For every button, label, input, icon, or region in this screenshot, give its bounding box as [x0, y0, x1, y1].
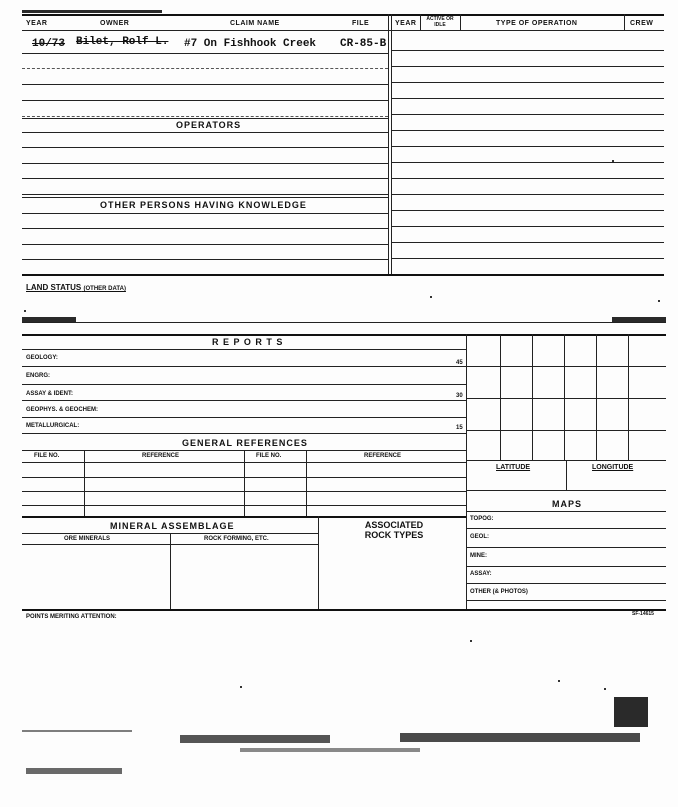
header-active-or-idle: ACTIVE OR IDLE	[426, 16, 454, 28]
operators-row-line	[22, 178, 388, 179]
mineral-col-divider	[170, 533, 171, 609]
grid-col	[628, 334, 629, 460]
scan-artifact-band	[180, 735, 330, 743]
owner-row-line	[22, 84, 388, 85]
history-row-line	[391, 82, 664, 83]
entry-claim: #7 On Fishhook Creek	[184, 38, 317, 50]
references-bottom-rule	[22, 516, 466, 518]
map-geol: GEOL:	[470, 534, 489, 540]
land-status-heading	[26, 283, 126, 292]
scan-artifact-top	[22, 10, 162, 13]
report-geophys: GEOPHYS. & GEOCHEM:	[26, 407, 99, 413]
grid-number-15: 15	[456, 425, 463, 431]
header-claim-name: CLAIM NAME	[230, 20, 280, 27]
scan-speck	[604, 688, 606, 690]
report-row-line	[22, 417, 466, 418]
scan-speck	[612, 160, 614, 162]
coords-bottom-rule	[466, 490, 666, 491]
scan-artifact-band	[22, 730, 132, 732]
other-persons-row-line	[22, 259, 388, 260]
operators-row-line	[22, 194, 388, 195]
grid-col	[564, 334, 565, 460]
history-row-line	[391, 162, 664, 163]
maps-row-line	[466, 528, 666, 529]
active-col-divider	[460, 14, 461, 30]
scan-artifact-band	[400, 733, 640, 742]
reports-heading-rule	[22, 349, 466, 350]
history-row-line	[391, 114, 664, 115]
history-row-line	[391, 130, 664, 131]
scan-speck	[24, 310, 26, 312]
history-row-line	[391, 194, 664, 195]
other-persons-heading: OTHER PERSONS HAVING KNOWLEDGE	[100, 200, 307, 210]
other-persons-rule	[22, 197, 388, 198]
scan-speck	[240, 686, 242, 688]
ref-col-divider	[244, 450, 245, 516]
history-row-line	[391, 66, 664, 67]
history-row-line	[391, 242, 664, 243]
scan-artifact-band	[26, 768, 122, 774]
other-persons-row-line	[22, 228, 388, 229]
operators-row-line	[22, 147, 388, 148]
operators-row-line	[22, 163, 388, 164]
history-row-line	[391, 226, 664, 227]
top-divider-2	[391, 14, 392, 276]
ref-reference-1: REFERENCE	[142, 453, 180, 459]
longitude-label: LONGITUDE	[592, 464, 634, 471]
ref-file-no-1: FILE NO.	[34, 453, 60, 459]
history-row-line	[391, 178, 664, 179]
land-status-bottom-rule	[22, 322, 666, 323]
history-row-line	[391, 258, 664, 259]
right-panel-divider	[466, 334, 467, 609]
ref-col-divider	[306, 450, 307, 516]
report-row-line	[22, 366, 466, 367]
ref-file-no-2: FILE NO.	[256, 453, 282, 459]
scan-artifact-square	[614, 697, 648, 727]
map-other: OTHER (& PHOTOS)	[470, 589, 528, 595]
operators-row-line	[22, 132, 388, 133]
header-year-2: YEAR	[395, 20, 417, 27]
maps-row-line	[466, 547, 666, 548]
header-crew: CREW	[630, 20, 654, 27]
report-metallurgical: METALLURGICAL:	[26, 423, 80, 429]
history-row-line	[391, 210, 664, 211]
top-divider	[388, 14, 389, 276]
owner-row-line	[22, 53, 388, 54]
rock-forming-label: ROCK FORMING, ETC.	[204, 536, 269, 542]
land-status-sublabel: (OTHER DATA)	[83, 286, 126, 292]
grid-row	[466, 366, 666, 367]
scan-speck	[430, 296, 432, 298]
maps-row-line	[466, 583, 666, 584]
report-row-line	[22, 384, 466, 385]
header-year: YEAR	[26, 20, 48, 27]
scan-speck	[558, 680, 560, 682]
general-references-heading: GENERAL REFERENCES	[182, 438, 308, 448]
rock-types-divider	[318, 516, 319, 609]
report-geology: GEOLOGY:	[26, 355, 58, 361]
ore-minerals-label: ORE MINERALS	[64, 536, 111, 542]
latitude-label: LATITUDE	[496, 464, 531, 471]
header-bottom-rule	[22, 30, 664, 31]
owner-row-line	[22, 100, 388, 101]
operators-heading: OPERATORS	[176, 120, 242, 130]
other-persons-row-line	[22, 244, 388, 245]
reports-heading: R E P O R T S	[212, 337, 284, 347]
mineral-assemblage-heading: MINERAL ASSEMBLAGE	[110, 521, 235, 531]
owner-row-dash	[22, 116, 388, 117]
maps-heading: MAPS	[552, 499, 583, 509]
header-file: FILE	[352, 20, 370, 27]
year-col-divider	[420, 14, 421, 30]
grid-col	[500, 334, 501, 460]
lat-long-divider	[566, 460, 567, 490]
owner-row-dash	[22, 68, 388, 69]
map-topog: TOPOG:	[470, 516, 494, 522]
report-row-line	[22, 433, 466, 434]
history-row-line	[391, 50, 664, 51]
maps-row-line	[466, 600, 666, 601]
header-type-of-operation: TYPE OF OPERATION	[496, 20, 578, 27]
report-engrg: ENGRG:	[26, 373, 50, 379]
entry-file: CR-85-B	[340, 38, 387, 50]
history-row-line	[391, 146, 664, 147]
grid-row	[466, 430, 666, 431]
report-row-line	[22, 400, 466, 401]
operators-rule	[22, 118, 388, 119]
ref-reference-2: REFERENCE	[364, 453, 402, 459]
maps-row-line	[466, 566, 666, 567]
reports-top-rule	[22, 334, 666, 336]
report-assay: ASSAY & IDENT:	[26, 391, 74, 397]
top-section-bottom-rule	[22, 274, 664, 276]
crew-col-divider	[624, 14, 625, 30]
other-persons-row-line	[22, 213, 388, 214]
grid-row	[466, 398, 666, 399]
form-bottom-rule	[22, 609, 666, 611]
grid-col	[532, 334, 533, 460]
associated-rock-types-heading: ASSOCIATED ROCK TYPES	[364, 520, 424, 540]
entry-date: 10/73	[32, 38, 66, 50]
points-meriting-attention: POINTS MERITING ATTENTION:	[26, 614, 117, 620]
scan-speck	[658, 300, 660, 302]
scan-artifact-band	[240, 748, 420, 752]
header-owner: OWNER	[100, 20, 130, 27]
map-mine: MINE:	[470, 553, 487, 559]
history-row-line	[391, 98, 664, 99]
entry-owner: Bilet, Rolf L.	[76, 36, 169, 48]
grid-col	[596, 334, 597, 460]
form-number: SF-14615	[632, 611, 654, 617]
header-top-rule	[22, 14, 664, 16]
map-assay: ASSAY:	[470, 571, 492, 577]
grid-number-30: 30	[456, 393, 463, 399]
grid-number-45: 45	[456, 360, 463, 366]
maps-heading-rule	[466, 511, 666, 512]
ref-col-divider	[84, 450, 85, 516]
land-status-label: LAND STATUS	[26, 283, 82, 292]
scan-speck	[470, 640, 472, 642]
